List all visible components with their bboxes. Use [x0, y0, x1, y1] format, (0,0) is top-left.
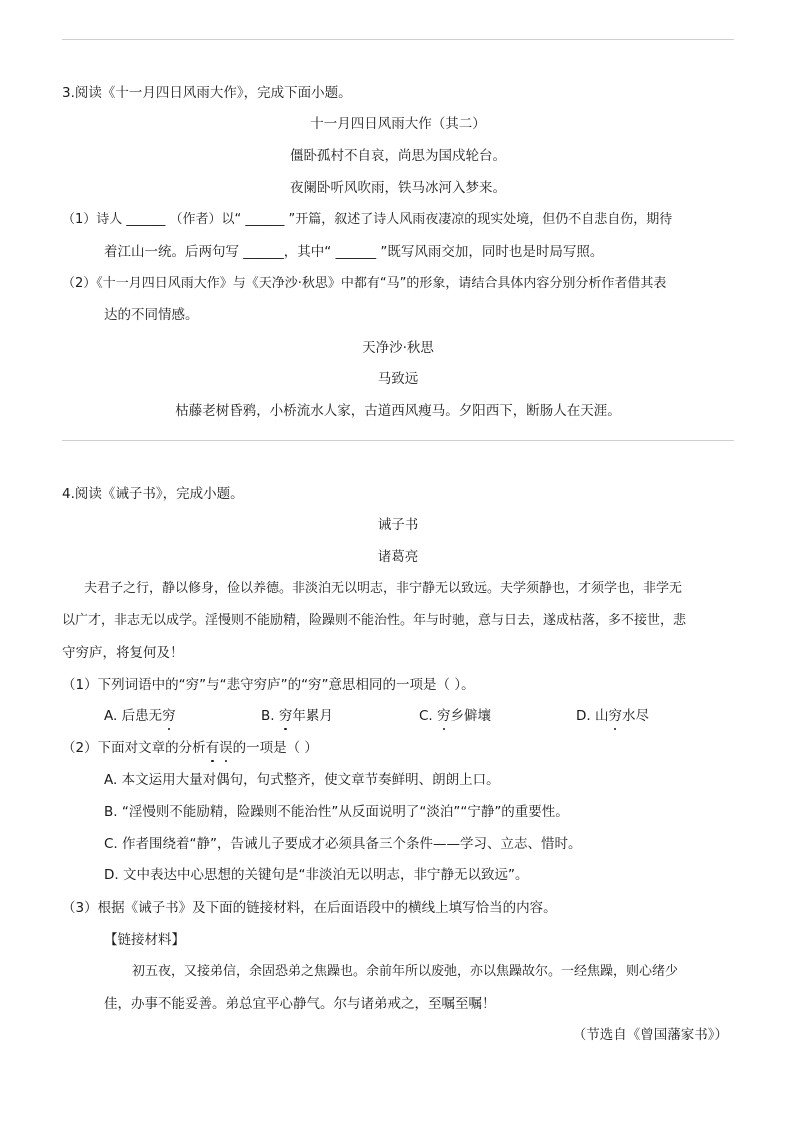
- emphasis-dot-char: 穷: [437, 708, 451, 724]
- q4-sub2-option-b[interactable]: B. “淫慢则不能励精，险躁则不能治性”从反面说明了“淡泊”“宁静”的重要性。: [104, 804, 569, 820]
- q3-ref-title: 天净沙·秋思: [362, 340, 434, 356]
- emphasis-dot-char: 穷: [608, 708, 622, 724]
- q3-poem-title: 十一月四日风雨大作（其二）: [310, 116, 486, 132]
- option-text: 乡僻壤: [450, 708, 492, 724]
- q4-sub2-option-c[interactable]: C. 作者围绕着“静”，告诫儿子要成才必须具备三个条件——学习、立志、惜时。: [104, 836, 582, 852]
- emphasis-dot-char: 有: [205, 740, 220, 756]
- option-text: 山: [594, 708, 609, 724]
- option-label: D.: [576, 708, 591, 724]
- emphasis-dot-char: 穷: [278, 708, 293, 724]
- option-label: B.: [261, 708, 275, 724]
- q4-sub1-stem: （1）下列词语中的“穷”与“悲守穷庐”的“穷”意思相同的一项是（ ）。: [62, 677, 475, 693]
- q4-material-line-2: 佳，办事不能妥善。弟总宜平心静气。尔与诸弟戒之，至嘱至嘱！: [104, 996, 496, 1012]
- q4-material-label: 【链接材料】: [104, 932, 185, 948]
- q4-sub2-option-a[interactable]: A. 本文运用大量对偶句，句式整齐，使文章节奏鲜明、朗朗上口。: [104, 772, 500, 788]
- q3-sub2-line-2: 达的不同情感。: [104, 307, 199, 323]
- option-label: A.: [104, 708, 118, 724]
- q4-text-line-1: 夫君子之行，静以修身，俭以养德。非淡泊无以明志，非宁静无以致远。夫学须静也，才须学也，非学无: [84, 581, 683, 596]
- q4-material-source: （节选自《曾国藩家书》）: [572, 1027, 728, 1043]
- q4-sub1-option-d[interactable]: [576, 707, 649, 725]
- q3-intro: 3.阅读《十一月四日风雨大作》，完成下面小题。: [62, 85, 352, 101]
- stem-text: （2）下面对文章的分析: [62, 740, 206, 756]
- top-divider: [62, 39, 734, 40]
- q3-ref-author: 马致远: [377, 371, 419, 387]
- option-text: 水尽: [621, 708, 649, 724]
- q4-text-line-2: 以广才，非志无以成学。淫慢则不能励精，险躁则不能治性。年与时驰，意与日去，遂成枯落，多不接世，悲: [62, 613, 687, 628]
- stem-text: 的一项是（ ）: [232, 740, 318, 756]
- q3-ref-text: 枯藤老树昏鸦，小桥流水人家，古道西风瘦马。夕阳西下，断肠人在天涯。: [175, 403, 621, 419]
- option-text: 年累月: [292, 708, 333, 724]
- q3-poem-line-1: 僵卧孤村不自哀，尚思为国戍轮台。: [290, 148, 506, 164]
- q3-sub2-line-1: （2）《十一月四日风雨大作》与《天净沙·秋思》中都有“马”的形象，请结合具体内容分别分析作者借其表: [62, 276, 667, 291]
- q3-poem-line-2: 夜阑卧听风吹雨，铁马冰河入梦来。: [290, 180, 506, 196]
- q4-material-line-1: 初五夜，又接弟信，余固恐弟之焦躁也。余前年所以废弛，亦以焦躁故尔。一经焦躁，则心绪少: [132, 964, 679, 979]
- q3-sub1-line-2: 着江山一统。后两句写 ______，其中“ ______ ”既写风雨交加，同时也是时局写照。: [104, 244, 604, 260]
- q4-intro: 4.阅读《诫子书》，完成小题。: [62, 486, 244, 502]
- section-divider: [62, 440, 734, 441]
- option-label: C.: [419, 708, 433, 724]
- emphasis-dot-char: 误: [219, 740, 233, 756]
- q4-sub2-option-d[interactable]: D. 文中表达中心思想的关键句是“非淡泊无以明志，非宁静无以致远”。: [104, 867, 529, 883]
- q4-sub1-option-c[interactable]: [419, 707, 491, 725]
- q4-sub3-stem: （3）根据《诫子书》及下面的链接材料，在后面语段中的横线上填写恰当的内容。: [62, 900, 557, 916]
- q4-title: 诫子书: [377, 517, 419, 533]
- q4-text-line-3: 守穷庐，将复何及！: [62, 645, 184, 661]
- q4-sub1-option-a[interactable]: [104, 707, 176, 725]
- q4-author: 诸葛亮: [377, 549, 419, 565]
- q4-sub2-stem: [62, 739, 318, 757]
- q3-sub1-line-1: （1）诗人 ______ （作者）以“ ______ ”开篇，叙述了诗人风雨夜凄凉的现实处境，但仍不自悲自伤，期待: [62, 212, 673, 227]
- q4-sub1-option-b[interactable]: [261, 707, 333, 725]
- option-text: 后患无: [121, 708, 163, 724]
- emphasis-dot-char: 穷: [162, 708, 176, 724]
